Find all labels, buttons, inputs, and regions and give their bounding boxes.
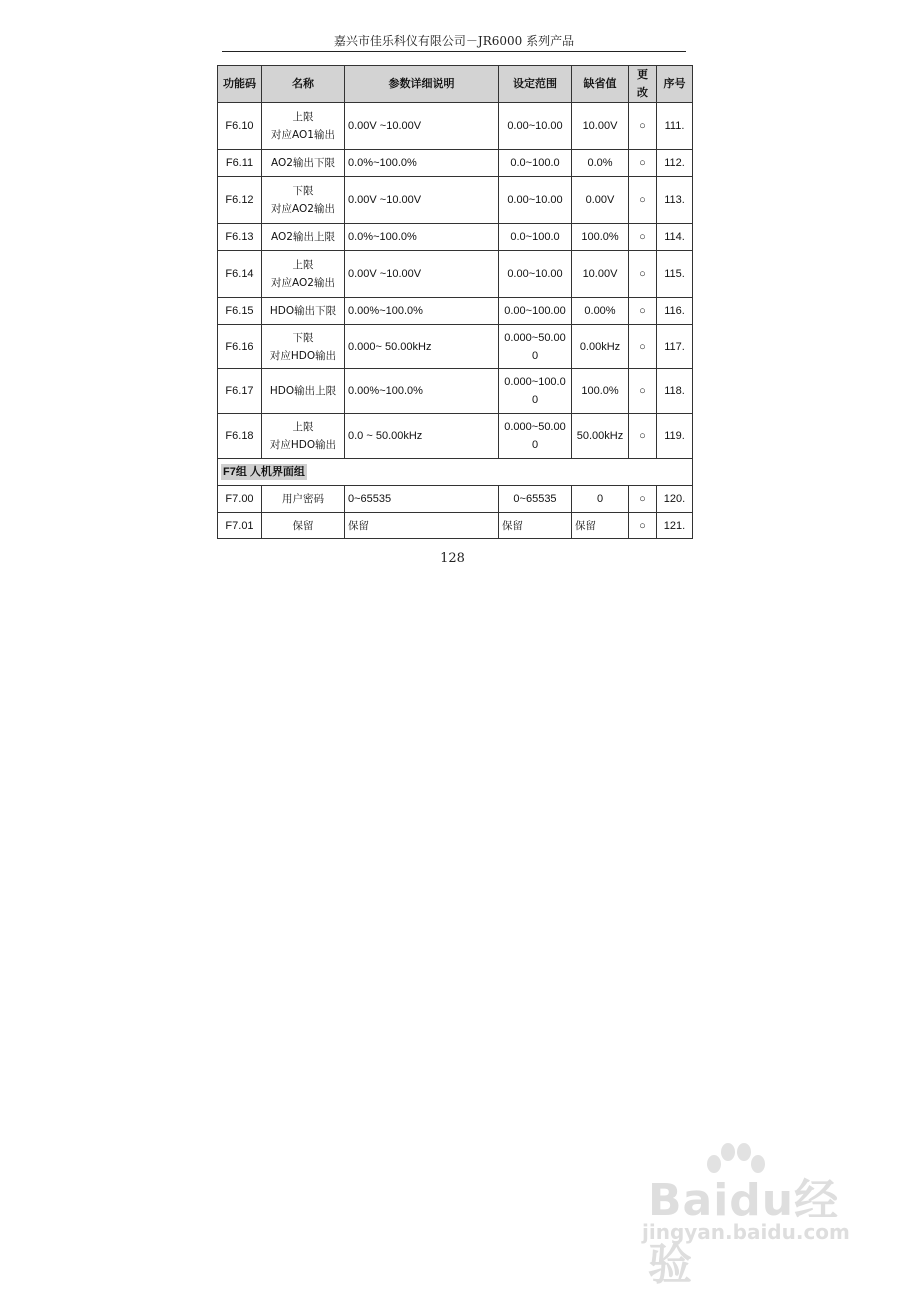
cell-name (262, 177, 345, 224)
col-header-code: 功能码 (218, 66, 262, 103)
col-header-change: 更改 (629, 66, 657, 103)
cell-range (499, 414, 572, 459)
cell-seq: 120. (657, 486, 693, 513)
cell-detail: 0.0%~100.0% (345, 224, 499, 251)
cell-default: 保留 (572, 513, 629, 539)
cell-range: 0~65535 (499, 486, 572, 513)
cell-seq: 113. (657, 177, 693, 224)
header-rule (222, 51, 686, 52)
cell-default: 0.00% (572, 298, 629, 325)
cell-change: ○ (629, 298, 657, 325)
cell-change: ○ (629, 224, 657, 251)
cell-change: ○ (629, 414, 657, 459)
cell-name: AO2输出上限 (262, 224, 345, 251)
table-row (218, 150, 693, 177)
group-heading-row (218, 459, 693, 486)
table-row (218, 486, 693, 513)
table-header-row (218, 66, 693, 103)
cell-code: F6.15 (218, 298, 262, 325)
table-row (218, 103, 693, 150)
cell-change: ○ (629, 150, 657, 177)
cell-detail: 0.0 ~ 50.00kHz (345, 414, 499, 459)
cell-default: 0.0% (572, 150, 629, 177)
cell-detail: 0.00V ~10.00V (345, 251, 499, 298)
cell-change: ○ (629, 103, 657, 150)
cell-default: 100.0% (572, 224, 629, 251)
cell-detail: 0.0%~100.0% (345, 150, 499, 177)
cell-name: AO2输出下限 (262, 150, 345, 177)
name-line1: 上限 (292, 111, 314, 123)
name-line2: 对应AO2输出 (271, 203, 335, 215)
cell-seq: 117. (657, 325, 693, 369)
cell-name: HDO输出下限 (262, 298, 345, 325)
cell-code: F7.00 (218, 486, 262, 513)
name-line2: 对应AO2输出 (271, 277, 335, 289)
cell-code: F6.13 (218, 224, 262, 251)
cell-default: 50.00kHz (572, 414, 629, 459)
cell-range: 0.00~10.00 (499, 177, 572, 224)
name-line2: 对应AO1输出 (271, 129, 335, 141)
cell-change: ○ (629, 177, 657, 224)
parameter-table (217, 65, 693, 539)
col-header-seq: 序号 (657, 66, 693, 103)
table-row (218, 325, 693, 369)
cell-detail: 0.000~ 50.00kHz (345, 325, 499, 369)
cell-code: F6.18 (218, 414, 262, 459)
cell-name (262, 103, 345, 150)
table-row (218, 224, 693, 251)
cell-code: F6.12 (218, 177, 262, 224)
cell-name (262, 325, 345, 369)
cell-default: 10.00V (572, 103, 629, 150)
range-line2: 0 (531, 349, 539, 362)
cell-range: 保留 (499, 513, 572, 539)
cell-detail: 0~65535 (345, 486, 499, 513)
table-row (218, 513, 693, 539)
range-line1: 0.000~50.00 (504, 331, 566, 344)
group-heading-cell (218, 459, 693, 486)
cell-default: 0 (572, 486, 629, 513)
name-line2: 对应HDO输出 (269, 349, 337, 362)
cell-change: ○ (629, 251, 657, 298)
name-line2: 对应HDO输出 (269, 439, 337, 451)
cell-detail: 保留 (345, 513, 499, 539)
range-line2: 0 (531, 394, 539, 406)
watermark-url: jingyan.baidu.com (642, 1220, 850, 1244)
cell-default: 0.00kHz (572, 325, 629, 369)
cell-detail: 0.00V ~10.00V (345, 103, 499, 150)
page-number: 128 (440, 551, 465, 566)
cell-code: F6.17 (218, 369, 262, 414)
baidu-watermark (640, 1140, 870, 1290)
cell-range (499, 369, 572, 414)
cell-change: ○ (629, 325, 657, 369)
col-header-detail: 参数详细说明 (345, 66, 499, 103)
cell-name (262, 414, 345, 459)
cell-range: 0.00~100.00 (499, 298, 572, 325)
cell-default: 100.0% (572, 369, 629, 414)
cell-seq: 121. (657, 513, 693, 539)
group-label: F7组 人机界面组 (223, 466, 305, 478)
watermark-logo-text: Baidu经验 (648, 1175, 840, 1290)
cell-seq: 111. (657, 103, 693, 150)
col-header-default: 缺省值 (572, 66, 629, 103)
range-line2: 0 (531, 439, 539, 451)
table-row (218, 414, 693, 459)
cell-range: 0.00~10.00 (499, 251, 572, 298)
col-header-name: 名称 (262, 66, 345, 103)
cell-detail: 0.00%~100.0% (345, 298, 499, 325)
cell-seq: 112. (657, 150, 693, 177)
cell-name: 保留 (262, 513, 345, 539)
cell-code: F6.14 (218, 251, 262, 298)
cell-seq: 118. (657, 369, 693, 414)
cell-default: 0.00V (572, 177, 629, 224)
cell-seq: 115. (657, 251, 693, 298)
cell-range: 0.0~100.0 (499, 150, 572, 177)
cell-change: ○ (629, 486, 657, 513)
cell-detail: 0.00V ~10.00V (345, 177, 499, 224)
cell-seq: 116. (657, 298, 693, 325)
name-line1: 上限 (292, 259, 314, 271)
cell-seq: 119. (657, 414, 693, 459)
cell-range: 0.00~10.00 (499, 103, 572, 150)
cell-detail: 0.00%~100.0% (345, 369, 499, 414)
cell-default: 10.00V (572, 251, 629, 298)
cell-code: F6.16 (218, 325, 262, 369)
cell-code: F7.01 (218, 513, 262, 539)
col-header-range: 设定范围 (499, 66, 572, 103)
cell-range: 0.0~100.0 (499, 224, 572, 251)
table-row (218, 177, 693, 224)
table-row (218, 298, 693, 325)
range-line1: 0.000~50.00 (504, 421, 566, 433)
cell-change: ○ (629, 513, 657, 539)
name-line1: 上限 (292, 421, 314, 433)
name-line1: 下限 (292, 331, 314, 344)
range-line1: 0.000~100.0 (504, 376, 566, 388)
cell-name (262, 251, 345, 298)
cell-name: HDO输出上限 (262, 369, 345, 414)
cell-seq: 114. (657, 224, 693, 251)
cell-code: F6.10 (218, 103, 262, 150)
cell-change: ○ (629, 369, 657, 414)
table-row (218, 251, 693, 298)
name-line1: 下限 (292, 185, 314, 197)
page-header: 嘉兴市佳乐科仪有限公司－JR6000 系列产品 (333, 34, 575, 48)
table-row (218, 369, 693, 414)
cell-range (499, 325, 572, 369)
cell-code: F6.11 (218, 150, 262, 177)
cell-name: 用户密码 (262, 486, 345, 513)
